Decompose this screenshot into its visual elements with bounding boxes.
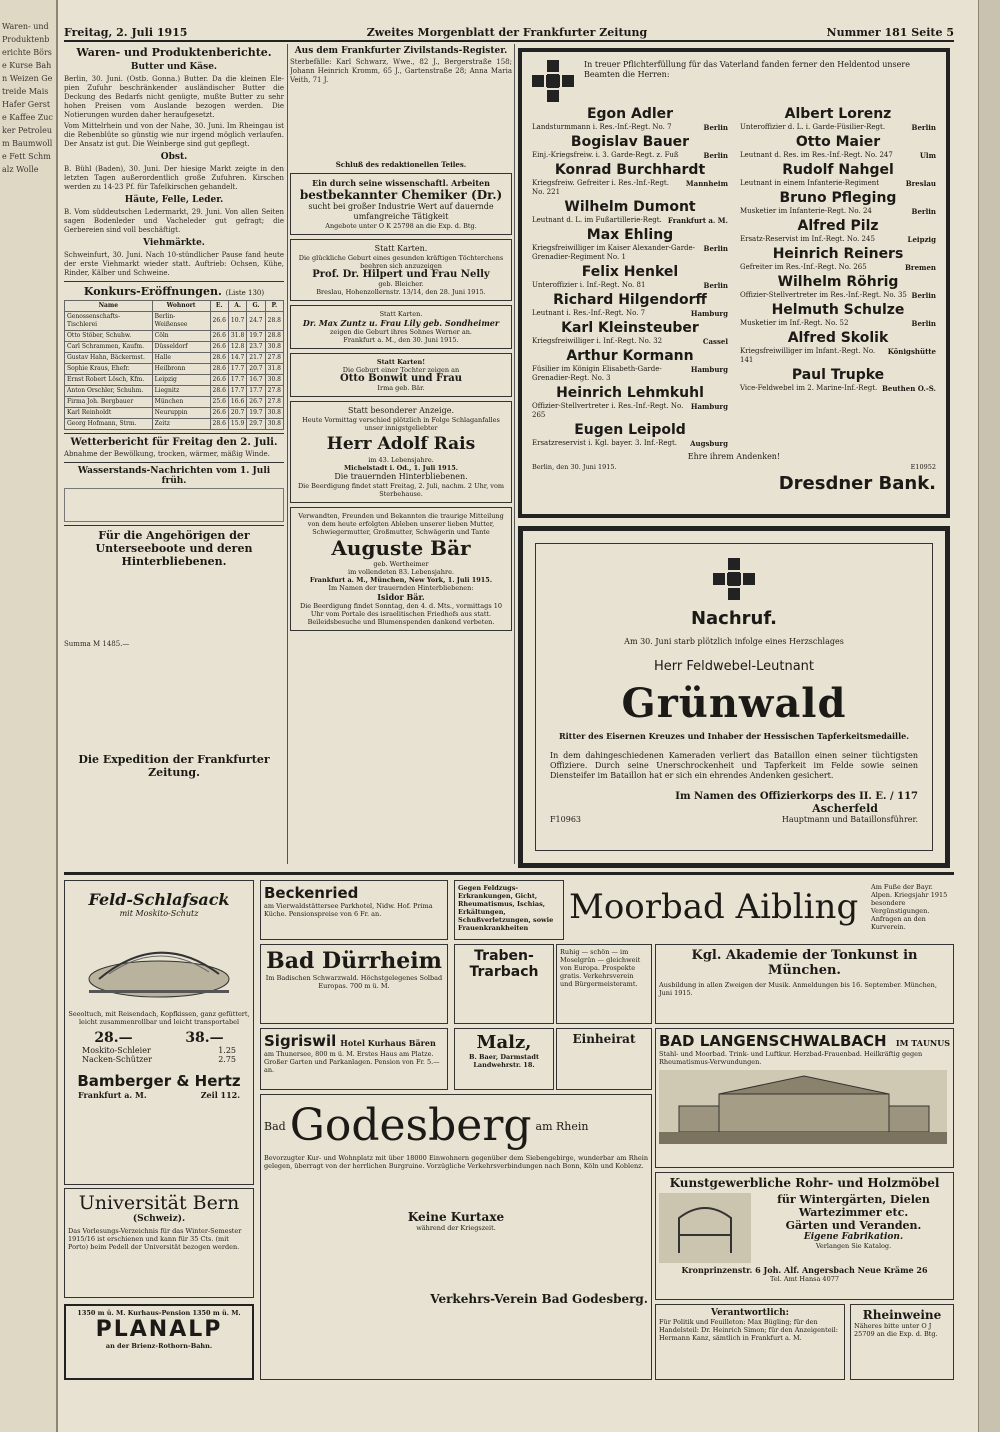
memorial-entry (532, 422, 728, 448)
ad-birth-bonwit: Statt Karten! Die Geburt einer Tochter zeigen an Otto Bonwit und Frau Irma geb. Bär. (290, 353, 512, 397)
table-cell: Carl Schrammen, Kaufm. (65, 342, 153, 353)
memorial-code: E10952 (910, 463, 936, 471)
memorial-city: Berlin (911, 123, 936, 132)
memorial-city: Ulm (919, 151, 936, 160)
weather-heading: Wetterbericht für Freitag den 2. Juli. (70, 437, 278, 448)
table-header: Wohnort (152, 301, 210, 312)
memorial-name: Richard Hilgendorff (553, 292, 707, 308)
table-cell: 14.7 (228, 353, 246, 364)
ad-birth-hilpert: Statt Karten. Die glückliche Geburt eines gesunden kräftigen Töchterchens beehren sich anzuzeigen Prof. Dr. Hilpert und Frau Nelly geb. Bleicher. Breslau, Hohenzollernstr. 13/14, den 28. Juni 1915. (290, 239, 512, 301)
memorial-name: Otto Maier (795, 134, 881, 150)
memorial-city: Beuthen O.-S. (881, 384, 936, 393)
table-cell: Karl Reinholdt (65, 408, 153, 419)
ad-kunstgewerbliche-moebel: Kunstgewerbliche Rohr- und Holzmöbel für Wintergärten, Dielen Wartezimmer etc. Gärten und Veranden. Eigene Fabrikation. Verlangen Sie Katalog. Kronprinzenstr. 6 Joh. Alf. Angersbach Neue Kräme 26 Tel. Amt Hansa 4077 (655, 1172, 954, 1300)
table-row (65, 397, 284, 408)
memorial-name: Alfred Skolik (787, 330, 889, 346)
memorial-city: Leipzig (907, 235, 936, 244)
table-cell: 26.6 (210, 331, 228, 342)
memorial-entry (740, 162, 936, 188)
memorial-entry (740, 274, 936, 300)
memorial-rank: Leutnant d. L. im Fußartillerie-Regt. (532, 216, 662, 224)
margin-text: Waren- und Produktenberichte Börse Kurse Bahn Weizen Getreide Mais Hafer Gerste Kaffee Zucker Petroleum Baumwolle Fett Schmalz Wolle (2, 22, 53, 174)
nachruf-text: In dem dahingeschiedenen Kameraden verliert das Bataillon einen seiner tüchtigsten Offiziere. Durch seine Unerschrockenheit und Tapferkeit im Felde sowie seinen Diensteifer im Bataillon hat er sich ein ehrendes Andenken gesichert. (550, 751, 918, 780)
memorial-entry (532, 227, 728, 262)
table-cell: München (152, 397, 210, 408)
memorial-rank: Leutnant in einem Infanterie-Regiment (740, 179, 880, 187)
table-cell: 12.8 (228, 342, 246, 353)
table-cell: 23.7 (247, 342, 265, 353)
memorial-name: Wilhelm Dumont (564, 199, 696, 215)
table-row (65, 386, 284, 397)
memorial-entry (740, 218, 936, 244)
ad-sigriswil: Sigriswil Hotel Kurhaus Bären am Thunersee, 800 m ü. M. Erstes Haus am Platze. Großer Garten und Parkanlagen. Pension von Fr. 5.— an. (260, 1028, 448, 1090)
table-cell: Neuruppin (152, 408, 210, 419)
memorial-rank: Offizier-Stellvertreter im Res.-Inf.-Regt. No. 35 (740, 291, 907, 299)
table-cell: 31.8 (228, 331, 246, 342)
iron-cross-icon (532, 60, 574, 102)
left-margin-column (0, 0, 58, 1432)
table-cell: Genossenschafts-Tischlerei (65, 312, 153, 331)
memorial-closing: Ehre ihrem Andenken! (687, 452, 781, 461)
memorial-city: Hamburg (690, 402, 728, 411)
table-cell: 27.8 (265, 353, 283, 364)
memorial-entry (740, 134, 936, 160)
memorial-name: Arthur Kormann (566, 348, 694, 364)
memorial-city: Berlin (703, 244, 728, 253)
nachruf-intro: Am 30. Juni starb plötzlich infolge eines Herzschlages (624, 637, 844, 646)
memorial-rank: Musketier im Inf.-Regt. No. 52 (740, 319, 849, 327)
memorial-entry (740, 302, 936, 328)
memorial-rank: Musketier im Infanterie-Regt. No. 24 (740, 207, 872, 215)
end-of-editorial: Schluß des redaktionellen Teiles. (335, 160, 467, 169)
memorial-city: Frankfurt a. M. (667, 216, 728, 225)
table-cell: 16.7 (247, 375, 265, 386)
table-cell: 24.7 (247, 312, 265, 331)
memorial-rank: Füsilier im Königin Elisabeth-Garde-Grenadier-Regt. No. 3 (532, 365, 662, 382)
memorial-name: Paul Trupke (791, 367, 885, 383)
sum-line: Summa M 1485.— (64, 640, 130, 648)
memorial-rank: Kriegsfreiwilliger i. Inf.-Regt. No. 32 (532, 337, 663, 345)
table-cell: 20.7 (228, 408, 246, 419)
memorial-name: Wilhelm Röhrig (777, 274, 899, 290)
weather-text: Abnahme der Bewölkung, trocken, wärmer, mäßig Winde. (64, 450, 270, 458)
nachruf-signer: Ascherfeld (812, 802, 878, 815)
memorial-city: Königshütte (887, 347, 936, 356)
memorial-city: Augsburg (690, 439, 728, 448)
table-cell: 17.7 (228, 375, 246, 386)
memorial-name: Max Ehling (586, 227, 674, 243)
header-number: Nummer 181 Seite 5 (826, 26, 954, 39)
table-row (65, 364, 284, 375)
table-cell: 31.8 (265, 364, 283, 375)
table-cell: Leipzig (152, 375, 210, 386)
header-date: Freitag, 2. Juli 1915 (64, 26, 188, 39)
ad-chemist: Ein durch seine wissenschaftl. Arbeiten bestbekannter Chemiker (Dr.) sucht bei großer Industrie Wert auf dauernde umfangreiche Tätigkeit Angebote unter O K 25798 an die Exp. d. Btg. (290, 173, 512, 235)
register-heading: Aus dem Frankfurter Zivilstands-Register. (294, 46, 508, 56)
table-row (65, 375, 284, 386)
table-cell: 28.6 (210, 353, 228, 364)
memorial-entry (532, 385, 728, 420)
nachruf-name: Grünwald (621, 680, 847, 727)
column-announcements (290, 44, 512, 864)
memorial-city: Berlin (703, 151, 728, 160)
table-cell: 28.6 (210, 386, 228, 397)
ad-godesberg: Bad Godesberg am Rhein Bevorzugter Kur- und Wohnplatz mit über 18000 Einwohnern gegenüber dem Siebengebirge, wunderbar am Rhein gelegen, überragt von der herrlichen Burgruine. Vorzügliche Verkehrsverbindungen nach Bonn, Köln und Koblenz. Keine Kurtaxe während der Kriegszeit. Verkehrs-Verein Bad Godesberg. (260, 1094, 652, 1380)
ad-birth-zuntz: Statt Karten. Dr. Max Zuntz u. Frau Lily geb. Sondheimer zeigen die Geburt ihres Sohnes Werner an. Frankfurt a. M., den 30. Juni 1915. (290, 305, 512, 349)
table-row (65, 331, 284, 342)
iron-cross-icon (713, 558, 755, 600)
subsection-butter: Butter und Käse. (130, 62, 218, 72)
memorial-city: Berlin (911, 207, 936, 216)
table-cell: Firma Joh. Bergbauer (65, 397, 153, 408)
table-cell: 15.9 (228, 419, 246, 430)
table-cell: 27.8 (265, 386, 283, 397)
memorial-entry (532, 106, 728, 132)
memorial-city: Berlin (911, 319, 936, 328)
nachruf-code: F10963 (550, 815, 581, 824)
table-cell: 16.6 (228, 397, 246, 408)
table-cell: Anton Orschler, Schuhm. (65, 386, 153, 397)
table-cell: 19.7 (247, 331, 265, 342)
bank-signature: Dresdner Bank. (778, 473, 936, 494)
memorial-city: Berlin (703, 123, 728, 132)
memorial-name: Eugen Leipold (574, 422, 686, 438)
ad-planalp: 1350 m ü. M. Kurhaus-Pension 1350 m ü. M. PLANALP an der Brienz-Rothorn-Bahn. (64, 1304, 254, 1380)
memorial-rank: Einj.-Kriegsfreiw. i. 3. Garde-Regt. z. Fuß (532, 151, 679, 159)
nachruf-signer-title: Hauptmann und Bataillonsführer. (781, 815, 918, 824)
subsection-vieh: Viehmärkte. (143, 238, 205, 248)
memorial-entry (740, 190, 936, 216)
column-commodities (64, 44, 284, 864)
wicker-chair-illustration (659, 1193, 751, 1263)
memorial-city: Hamburg (690, 365, 728, 374)
memorial-entry (740, 330, 936, 365)
table-cell: 17.7 (247, 386, 265, 397)
table-cell: 28.8 (265, 331, 283, 342)
spa-building-illustration (659, 1070, 947, 1144)
ad-bad-duerrheim: Bad Dürrheim Im Badischen Schwarzwald. Höchstgelegenes Solbad Europas. 700 m ü. M. (260, 944, 448, 1024)
table-row (65, 419, 284, 430)
memorial-name: Bogislav Bauer (570, 134, 690, 150)
table-cell: Liegnitz (152, 386, 210, 397)
nachruf-order: Ritter des Eisernen Kreuzes und Inhaber der Hessischen Tapferkeitsmedaille. (558, 731, 909, 741)
ad-moorbad-side: Am Fuße der Bayr. Alpen. Kriegsjahr 1915 besondere Vergünstigungen. Anfragen an den Kurverein. (868, 880, 954, 940)
memorial-name: Bruno Pfleging (779, 190, 897, 206)
ad-gegen-feldzug: Gegen Feldzugs-Erkrankungen, Gicht, Rheumatismus, Ischias, Erkältungen, Schußverletzungen, sowie Frauenkrankheiten (454, 880, 564, 940)
ad-traben-trarbach: Traben-Trarbach (454, 944, 554, 1024)
table-cell: 21.7 (247, 353, 265, 364)
table-cell: 30.8 (265, 408, 283, 419)
memorial-city: Cassel (702, 337, 728, 346)
table-row (65, 312, 284, 331)
table-header: P. (265, 301, 283, 312)
water-table (64, 488, 284, 522)
memorial-name: Heinrich Lehmkuhl (556, 385, 704, 401)
table-cell: 26.7 (247, 397, 265, 408)
memorial-name: Helmuth Schulze (771, 302, 905, 318)
table-cell: 26.6 (210, 312, 228, 331)
table-cell: Cöln (152, 331, 210, 342)
memorial-rank: Gefreiter im Res.-Inf.-Regt. No. 265 (740, 263, 867, 271)
table-cell: Berlin-Weißensee (152, 312, 210, 331)
section-title: Waren- und Produktenberichte. (76, 46, 272, 59)
table-cell: Halle (152, 353, 210, 364)
memorial-entry (532, 134, 728, 160)
subsection-leder: Häute, Felle, Leder. (124, 195, 224, 205)
table-cell: 20.7 (247, 364, 265, 375)
memorial-rank: Unteroffizier d. L. i. Garde-Füsilier-Regt. (740, 123, 886, 131)
memorial-list-right (740, 106, 936, 450)
table-cell: Otto Stöber, Schuhw. (65, 331, 153, 342)
memorial-rank: Leutnant d. Res. im Res.-Inf.-Regt. No. 247 (740, 151, 893, 159)
memorial-name: Karl Kleinsteuber (561, 320, 699, 336)
sleeping-bag-illustration (69, 924, 249, 1004)
donation-list (64, 570, 284, 640)
memorial-place: Berlin, den 30. Juni 1915. (532, 463, 617, 471)
nachruf-behalf: Im Namen des Offizierkorps des II. E. / 117 (675, 791, 918, 802)
table-cell: Düsseldorf (152, 342, 210, 353)
nachruf-rank: Herr Feldwebel-Leutnant (653, 659, 815, 674)
article-text: B. Vom süddeutschen Ledermarkt, 29. Juni. Von allen Seiten sagen Bodenleder und Vacheleder gut gefragt; die Gerbereien sind voll beschäftigt. (64, 208, 284, 234)
table-cell: 28.8 (265, 312, 283, 331)
table-header: Name (65, 301, 153, 312)
memorial-intro: In treuer Pflichterfüllung für das Vaterland fanden ferner den Heldentod unsere Beamten die Herren: (584, 60, 910, 79)
table-row (65, 342, 284, 353)
ad-malz: Malz, B. Baer, Darmstadt Landwehrstr. 18. (454, 1028, 554, 1090)
header-title: Zweites Morgenblatt der Frankfurter Zeitung (366, 26, 648, 39)
memorial-list-left (532, 106, 728, 450)
memorial-rank: Unteroffizier i. Inf.-Regt. No. 81 (532, 281, 646, 289)
memorial-entry (532, 320, 728, 346)
table-row (65, 353, 284, 364)
page-edge (978, 0, 1000, 1432)
memorial-name: Egon Adler (586, 106, 674, 122)
ad-death-rais: Statt besonderer Anzeige. Heute Vormittag verschied plötzlich in Folge Schlaganfalles unser innigstgeliebter Herr Adolf Rais im 43. Lebensjahre. Michelstadt i. Od., 1. Juli 1915. Die trauernden Hinterbliebenen. Die Beerdigung findet statt Freitag, 2. Juli, nachm. 2 Uhr, vom Sterbehause. (290, 401, 512, 503)
memorial-entry (532, 199, 728, 225)
ad-beckenried: Beckenried am Vierwaldstättersee Parkhotel, Nidw. Hof. Prima Küche. Pensionspreise von 6 Fr. an. (260, 880, 448, 940)
ad-akademie-tonkunst: Kgl. Akademie der Tonkunst in München. Ausbildung in allen Zweigen der Musik. Anmeldungen bis 16. September. München, Juni 1915. (655, 944, 954, 1024)
subsection-obst: Obst. (160, 152, 188, 162)
table-cell: 26.6 (210, 408, 228, 419)
memorial-rank: Landsturmmann i. Res.-Inf.-Regt. No. 7 (532, 123, 672, 131)
memorial-city: Berlin (703, 281, 728, 290)
memorial-city: Breslau (905, 179, 936, 188)
ad-einheirat: Einheirat (556, 1028, 652, 1090)
konkurs-table (64, 300, 284, 430)
memorial-rank: Kriegsfreiwilliger im Kaiser Alexander-Garde-Grenadier-Regiment No. 1 (532, 244, 696, 261)
memorial-entry (740, 367, 936, 393)
article-text: Vom Mittelrhein und von der Nahe, 30. Juni. Im Rheingau ist die Rebenblüte so günstig wie nur irgend möglich verlaufen. Der Ansatz ist gut. Die Weinberge sind gut gepflegt. (64, 122, 284, 148)
table-cell: 25.6 (210, 397, 228, 408)
memorial-name: Felix Henkel (581, 264, 679, 280)
article-text: Schweinfurt, 30. Juni. Nach 10-stündlicher Pause fand heute der erste Viehmarkt wieder statt. Auftrieb: Ochsen, Kühe, Rinder, Kälber und Schweine. (64, 251, 284, 277)
memorial-city: Hamburg (690, 309, 728, 318)
table-cell: Gustav Hahn, Bäckermst. (65, 353, 153, 364)
donation-text-block (64, 651, 284, 751)
uboot-heading: Für die Angehörigen der Unterseeboote und deren Hinterbliebenen. (95, 529, 253, 568)
memorial-name: Heinrich Reiners (772, 246, 904, 262)
table-cell: 27.8 (265, 397, 283, 408)
table-cell: 10.7 (228, 312, 246, 331)
memorial-city: Berlin (911, 291, 936, 300)
memorial-entry (532, 162, 728, 197)
article-text: B. Bühl (Baden), 30. Juni. Der hiesige Markt zeigte in den letzten Tagen außerordentlich große Zufuhren. Kirschen werden zu 14-23 Pf. für Tafelkirschen gehandelt. (64, 165, 284, 191)
table-cell: Zeitz (152, 419, 210, 430)
table-cell: Georg Hofmann, Strm. (65, 419, 153, 430)
water-heading: Wasserstands-Nachrichten vom 1. Juli früh. (77, 466, 271, 486)
memorial-rank: Vice-Feldwebel im 2. Marine-Inf.-Regt. (740, 384, 878, 392)
article-text: Berlin, 30. Juni. (Ostb. Gonna.) Butter. Da die kleinen Ele- pien Zufuhr beschränkender ausländischer Butter die Deckung des Bedarfs nicht genügte, mußte Butter zu sehr hohen Preisen vom Auslande bezogen werden. Die Notierungen wurden daher heraufgesetzt. (64, 75, 284, 119)
table-cell: 30.8 (265, 375, 283, 386)
imprint-responsible: Verantwortlich: Für Politik und Feuilleton: Max Bügling; für den Handelsteil: Dr. Heinrich Simon; für den Anzeigenteil: Hermann Kanz, sämtlich in Frankfurt a. M. (655, 1304, 845, 1380)
table-header: E. (210, 301, 228, 312)
table-cell: 17.7 (228, 386, 246, 397)
register-text: Sterbefälle: Karl Schwarz, Wwe., 82 J., Bergerstraße 158; Johann Heinrich Kromm, 65 J., Gartenstraße 28; Anna Maria Veith, 71 J. (290, 58, 512, 84)
memorial-rank: Offizier-Stellvertreter i. Res.-Inf.-Regt. No. 265 (532, 402, 684, 419)
table-cell: 26.6 (210, 342, 228, 353)
memorial-rank: Ersatzreservist i. Kgl. bayer. 3. Inf.-Regt. (532, 439, 678, 447)
memorial-name: Alfred Pilz (797, 218, 879, 234)
table-cell: 19.7 (247, 408, 265, 419)
ad-traben-text: Ruhig — schön — im Moselgrün — gleichweit von Europa. Prospekte gratis. Verkehrsverein und Bürgermeisteramt. (556, 944, 652, 1024)
dresdner-bank-memorial (518, 48, 950, 518)
table-cell: Ernst Robert Lösch, Kfm. (65, 375, 153, 386)
nachruf-gruenwald (518, 526, 950, 868)
table-header: G. (247, 301, 265, 312)
konkurs-heading: Konkurs-Eröffnungen. (Liste 130) (83, 285, 265, 298)
ad-moorbad-aibling: Moorbad Aibling (566, 880, 868, 940)
memorial-name: Albert Lorenz (784, 106, 892, 122)
table-cell: 28.6 (210, 419, 228, 430)
ad-bad-langenschwalbach: BAD LANGENSCHWALBACH IM TAUNUS Stahl- und Moorbad. Trink- und Luftkur. Herzbad-Frauenbad. Heilkräftig gegen Rheumatismus-Verwundungen. (655, 1028, 954, 1168)
memorial-rank: Leutnant i. Res.-Inf.-Regt. No. 7 (532, 309, 646, 317)
table-cell: Heilbronn (152, 364, 210, 375)
page-header (64, 26, 954, 42)
table-header: A. (228, 301, 246, 312)
ad-feld-schlafsack: Feld-Schlafsack mit Moskito-Schutz Seeoltuch, mit Reisendach, Kopfkissen, ganz gefüttert, leicht zusammenrollbar und leicht transportabel 28.— 38.— Moskito-Schleier 1.25 Nacken-Schützer 2.75 Bamberger & Hertz Frankfurt a. M. Zeil 112. (64, 880, 254, 1185)
ad-universitaet-bern: Universität Bern (Schweiz). Das Vorlesungs-Verzeichnis für das Winter-Semester 1915/16 ist erschienen und kann für 35 Cts. (mit Porto) beim Pedell der Universität bezogen werden. (64, 1188, 254, 1298)
memorial-rank: Kriegsfreiwilliger im Infant.-Regt. No. 141 (740, 347, 876, 364)
table-row (65, 408, 284, 419)
memorial-name: Rudolf Nahgel (782, 162, 894, 178)
table-cell: 26.6 (210, 375, 228, 386)
memorial-entry (532, 348, 728, 383)
table-cell: 17.7 (228, 364, 246, 375)
memorial-rank: Ersatz-Reservist im Inf.-Regt. No. 245 (740, 235, 875, 243)
nachruf-title: Nachruf. (690, 608, 778, 629)
memorial-rank: Kriegsfreiw. Gefreiter i. Res.-Inf.-Regt. No. 221 (532, 179, 669, 196)
memorial-entry (740, 246, 936, 272)
table-cell: 30.8 (265, 342, 283, 353)
table-cell: Sophie Kraus, Ehefr. (65, 364, 153, 375)
ad-death-baer: Verwandten, Freunden und Bekannten die traurige Mitteilung von dem heute erfolgten Ableben unserer lieben Mutter, Schwiegermutter, Großmutter, Schwägerin und Tante Auguste Bär geb. Wertheimer im vollendeten 83. Lebensjahre. Frankfurt a. M., München, New York, 1. Juli 1915. Im Namen der trauernden Hinterbliebenen: Isidor Bär. Die Beerdigung findet Sonntag, den 4. d. Mts., vormittags 10 Uhr vom Portale des israelitischen Friedhofs aus statt. Beileidsbesuche und Blumenspenden dankend verbeten. (290, 507, 512, 631)
expedition-line: Die Expedition der Frankfurter Zeitung. (78, 753, 270, 779)
table-cell: 30.8 (265, 419, 283, 430)
memorial-entry (532, 264, 728, 290)
memorial-city: Mannheim (685, 179, 728, 188)
memorial-city: Bremen (904, 263, 936, 272)
table-cell: 28.6 (210, 364, 228, 375)
table-cell: 29.7 (247, 419, 265, 430)
memorial-entry (740, 106, 936, 132)
ad-rheinweine: Rheinweine Näheres bitte unter O J 25709 an die Exp. d. Btg. (850, 1304, 954, 1380)
memorial-entry (532, 292, 728, 318)
memorial-name: Konrad Burchhardt (554, 162, 706, 178)
